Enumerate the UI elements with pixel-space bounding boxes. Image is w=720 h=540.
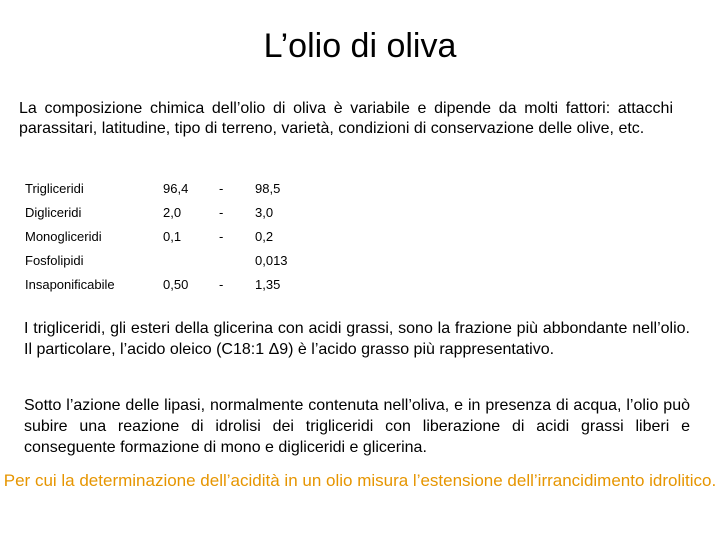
triglycerides-paragraph: I trigliceridi, gli esteri della glicerina con acidi grassi, sono la frazione più abbondante nell’olio. Il particolare, l’acido oleico (C18:1 Δ9) è l’acido grasso più rappresentativo.	[24, 320, 690, 358]
table-row	[19, 272, 315, 296]
table-row	[19, 200, 315, 224]
table-row	[19, 224, 315, 248]
table-row	[19, 248, 315, 272]
slide-title: L’olio di oliva	[263, 27, 457, 65]
intro-paragraph: La composizione chimica dell’olio di oliva è variabile e dipende da molti fattori: attacchi parassitari, latitudine, tipo di terreno, varietà, condizioni di conservazione delle olive, etc.	[19, 100, 673, 137]
component-max: 0,2	[255, 228, 274, 244]
component-min: 0,1	[163, 228, 182, 244]
component-max: 98,5	[255, 180, 281, 196]
component-min	[163, 248, 219, 272]
component-max: 0,013	[255, 252, 288, 268]
range-dash	[219, 248, 255, 272]
component-name: Fosfolipidi	[25, 252, 84, 268]
range-dash: -	[219, 204, 224, 220]
component-max: 1,35	[255, 276, 281, 292]
component-min: 2,0	[163, 204, 182, 220]
component-name: Monogliceridi	[25, 228, 102, 244]
range-dash: -	[219, 276, 224, 292]
conclusion-text: Per cui la determinazione dell’acidità in un olio misura l’estensione dell’irrancidimento idrolitico.	[3, 471, 717, 490]
component-max: 3,0	[255, 204, 274, 220]
component-min: 0,50	[163, 276, 189, 292]
table-row	[19, 176, 315, 200]
component-name: Insaponificabile	[25, 276, 115, 292]
component-name: Trigliceridi	[25, 180, 84, 196]
component-min: 96,4	[163, 180, 189, 196]
composition-table	[19, 176, 315, 296]
lipase-paragraph: Sotto l’azione delle lipasi, normalmente contenuta nell’oliva, e in presenza di acqua, l’olio può subire una reazione di idrolisi dei trigliceridi con liberazione di acidi grassi liberi e conseguente formazione di mono e digliceridi e glicerina.	[24, 397, 690, 456]
component-name: Digliceridi	[25, 204, 82, 220]
range-dash: -	[219, 180, 224, 196]
range-dash: -	[219, 228, 224, 244]
